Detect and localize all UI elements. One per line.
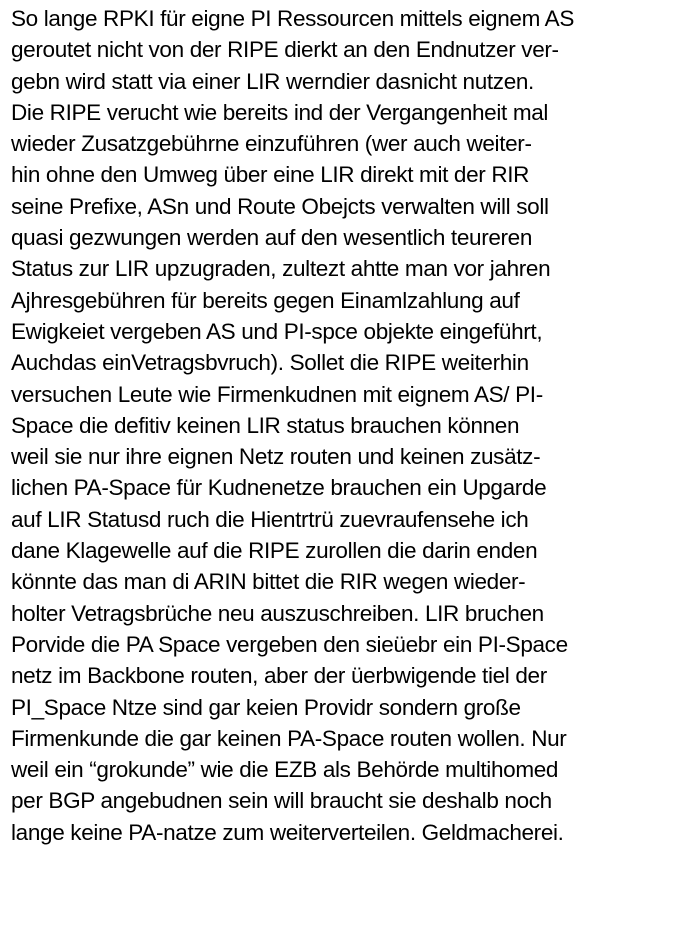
text-line: hin ohne den Umweg über eine LIR direkt mit der RIR bbox=[11, 162, 530, 188]
text-line: könnte das man di ARIN bittet die RIR wegen wieder- bbox=[11, 569, 526, 595]
text-line: PI_Space Ntze sind gar keien Providr sondern große bbox=[11, 694, 521, 720]
text-line: holter Vetragsbrüche neu auszuschreiben. LIR bruchen bbox=[11, 600, 544, 626]
text-line: gebn wird statt via einer LIR werndier dasnicht nutzen. bbox=[11, 68, 534, 94]
text-line: lange keine PA-natze zum weiterverteilen. Geldmacherei. bbox=[11, 819, 564, 845]
text-line: Auchdas einVetragsbvruch). Sollet die RIPE weiterhin bbox=[11, 350, 529, 376]
text-line: seine Prefixe, ASn und Route Obejcts verwalten will soll bbox=[11, 193, 549, 219]
text-line: lichen PA-Space für Kudnenetze brauchen ein Upgarde bbox=[11, 475, 547, 501]
text-line: geroutet nicht von der RIPE dierkt an den Endnutzer ver- bbox=[11, 37, 559, 63]
text-line: So lange RPKI für eigne PI Ressourcen mittels eignem AS bbox=[11, 6, 575, 31]
text-line: Die RIPE verucht wie bereits ind der Vergangenheit mal bbox=[11, 99, 549, 125]
text-line: Ewigkeiet vergeben AS und PI-spce objekte eingeführt, bbox=[11, 318, 543, 344]
text-line: weil sie nur ihre eignen Netz routen und keinen zusätz- bbox=[11, 444, 541, 470]
body-text bbox=[11, 3, 681, 848]
text-line: Ajhresgebühren für bereits gegen Einamlzahlung auf bbox=[11, 287, 520, 313]
text-line: quasi gezwungen werden auf den wesentlich teureren bbox=[11, 225, 533, 251]
text-line: Firmenkunde die gar keinen PA-Space routen wollen. Nur bbox=[11, 725, 567, 751]
text-line: Status zur LIR upzugraden, zultezt ahtte man vor jahren bbox=[11, 256, 551, 282]
text-line: wieder Zusatzgebührne einzuführen (wer auch weiter- bbox=[11, 131, 532, 157]
text-line: netz im Backbone routen, aber der üerbwigende tiel der bbox=[11, 663, 547, 689]
text-line: per BGP angebudnen sein will braucht sie deshalb noch bbox=[11, 788, 552, 814]
text-line: versuchen Leute wie Firmenkudnen mit eignem AS/ PI- bbox=[11, 381, 543, 407]
text-line: Space die defitiv keinen LIR status brauchen können bbox=[11, 412, 520, 438]
text-line: weil ein “grokunde” wie die EZB als Behörde multihomed bbox=[11, 757, 559, 783]
text-line: dane Klagewelle auf die RIPE zurollen die darin enden bbox=[11, 538, 538, 564]
text-line: Porvide die PA Space vergeben den sieüebr ein PI-Space bbox=[11, 631, 568, 657]
text-line: auf LIR Statusd ruch die Hientrtrü zuevraufensehe ich bbox=[11, 506, 529, 532]
